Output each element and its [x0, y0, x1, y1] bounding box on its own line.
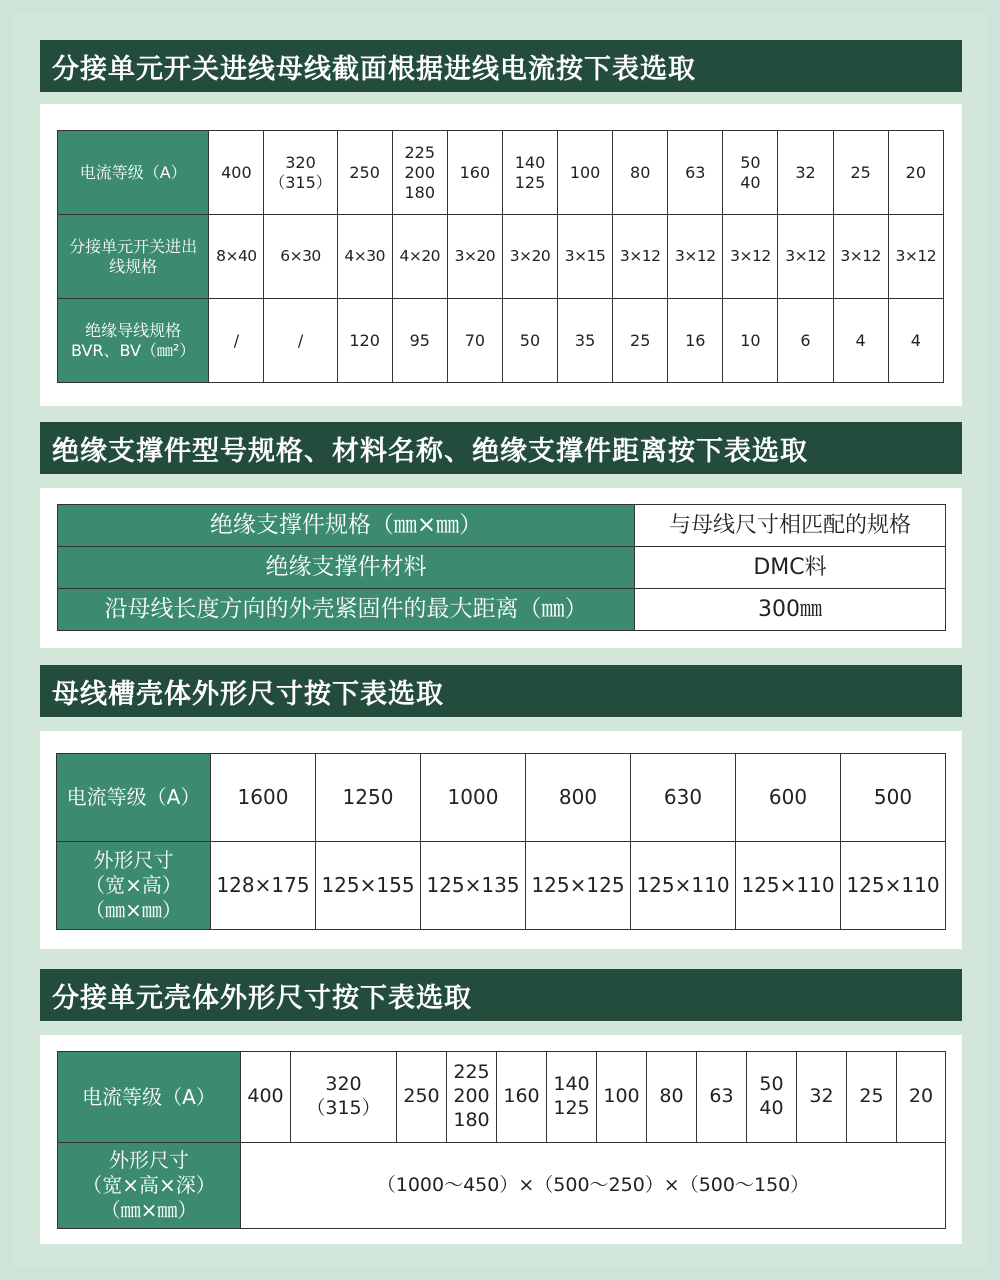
insulator-row: [58, 505, 946, 547]
dimension-cell: 125×110: [736, 842, 841, 930]
dimension-cell: 128×175: [211, 842, 316, 930]
dimension-label: 外形尺寸 （宽×高×深） （㎜×㎜）: [58, 1143, 241, 1229]
current-level-label: 电流等级（A）: [58, 1052, 241, 1143]
current-cell: 1250: [316, 754, 421, 842]
section1-panel: [40, 104, 962, 406]
wire-spec-cell: 70: [447, 299, 502, 383]
switch-spec-cell: 4×20: [392, 215, 447, 299]
current-cell: 1000: [421, 754, 526, 842]
switch-spec-cell: 3×15: [558, 215, 613, 299]
current-cell: 250: [397, 1052, 447, 1143]
switch-spec-cell: 6×30: [264, 215, 337, 299]
section2-panel: [40, 488, 962, 648]
current-row: [58, 1052, 946, 1143]
current-cell: 160: [497, 1052, 547, 1143]
insulator-row: [58, 589, 946, 631]
current-cell: 500: [841, 754, 946, 842]
current-cell: 250: [337, 131, 392, 215]
tap-unit-housing-table: [57, 1051, 946, 1229]
current-row: [58, 131, 944, 215]
switch-spec-cell: 3×20: [447, 215, 502, 299]
current-cell: 63: [697, 1052, 747, 1143]
current-cell: 225 200 180: [392, 131, 447, 215]
fastener-distance-value: 300㎜: [635, 589, 946, 631]
current-cell: 320 （315）: [264, 131, 337, 215]
wire-spec-cell: /: [209, 299, 264, 383]
current-cell: 140 125: [547, 1052, 597, 1143]
wire-spec-cell: 95: [392, 299, 447, 383]
switch-spec-cell: 3×12: [613, 215, 668, 299]
busway-housing-table: [56, 753, 946, 930]
section4-title: 分接单元壳体外形尺寸按下表选取: [40, 969, 962, 1021]
current-cell: 320 （315）: [291, 1052, 397, 1143]
wire-spec-row: [58, 299, 944, 383]
switch-spec-cell: 3×12: [778, 215, 833, 299]
current-cell: 160: [447, 131, 502, 215]
current-cell: 50 40: [723, 131, 778, 215]
wire-spec-cell: 6: [778, 299, 833, 383]
dimension-cell: 125×125: [526, 842, 631, 930]
dimension-cell: 125×155: [316, 842, 421, 930]
current-row: [57, 754, 946, 842]
insulator-material-value: DMC料: [635, 547, 946, 589]
current-level-label: 电流等级（A）: [58, 131, 209, 215]
switch-spec-cell: 3×12: [668, 215, 723, 299]
wire-spec-cell: 16: [668, 299, 723, 383]
switch-spec-label: 分接单元开关进出线规格: [58, 215, 209, 299]
section4-panel: [40, 1035, 962, 1244]
dimension-cell: 125×110: [841, 842, 946, 930]
current-cell: 140 125: [502, 131, 557, 215]
wire-spec-cell: 35: [558, 299, 613, 383]
switch-spec-cell: 3×12: [888, 215, 943, 299]
current-cell: 400: [209, 131, 264, 215]
wire-spec-cell: 120: [337, 299, 392, 383]
busbar-spec-table: [57, 130, 944, 383]
insulator-material-label: 绝缘支撑件材料: [58, 547, 635, 589]
switch-spec-cell: 3×12: [723, 215, 778, 299]
current-cell: 80: [613, 131, 668, 215]
current-cell: 100: [597, 1052, 647, 1143]
current-cell: 50 40: [747, 1052, 797, 1143]
current-cell: 20: [897, 1052, 946, 1143]
current-cell: 25: [833, 131, 888, 215]
current-level-label: 电流等级（A）: [57, 754, 211, 842]
current-cell: 600: [736, 754, 841, 842]
dimension-row: [58, 1143, 946, 1229]
dimension-row: [57, 842, 946, 930]
section3-panel: [40, 731, 962, 949]
switch-spec-cell: 8×40: [209, 215, 264, 299]
wire-spec-cell: /: [264, 299, 337, 383]
insulator-spec-value: 与母线尺寸相匹配的规格: [635, 505, 946, 547]
dimension-label: 外形尺寸 （宽×高） （㎜×㎜）: [57, 842, 211, 930]
current-cell: 800: [526, 754, 631, 842]
wire-spec-cell: 50: [502, 299, 557, 383]
switch-spec-row: [58, 215, 944, 299]
wire-spec-cell: 4: [833, 299, 888, 383]
current-cell: 630: [631, 754, 736, 842]
section1-title: 分接单元开关进线母线截面根据进线电流按下表选取: [40, 40, 962, 92]
dimension-cell: 125×110: [631, 842, 736, 930]
switch-spec-cell: 3×12: [833, 215, 888, 299]
current-cell: 400: [241, 1052, 291, 1143]
current-cell: 63: [668, 131, 723, 215]
current-cell: 25: [847, 1052, 897, 1143]
section2-title: 绝缘支撑件型号规格、材料名称、绝缘支撑件距离按下表选取: [40, 422, 962, 474]
insulator-row: [58, 547, 946, 589]
dimension-cell: 125×135: [421, 842, 526, 930]
wire-spec-cell: 4: [888, 299, 943, 383]
current-cell: 32: [797, 1052, 847, 1143]
current-cell: 80: [647, 1052, 697, 1143]
current-cell: 20: [888, 131, 943, 215]
current-cell: 32: [778, 131, 833, 215]
dimension-cell: （1000～450）×（500～250）×（500～150）: [241, 1143, 946, 1229]
current-cell: 1600: [211, 754, 316, 842]
insulator-spec-label: 绝缘支撑件规格（㎜×㎜）: [58, 505, 635, 547]
wire-spec-cell: 25: [613, 299, 668, 383]
insulator-spec-table: [57, 504, 946, 631]
current-cell: 225 200 180: [447, 1052, 497, 1143]
fastener-distance-label: 沿母线长度方向的外壳紧固件的最大距离（㎜）: [58, 589, 635, 631]
section3-title: 母线槽壳体外形尺寸按下表选取: [40, 665, 962, 717]
switch-spec-cell: 4×30: [337, 215, 392, 299]
switch-spec-cell: 3×20: [502, 215, 557, 299]
current-cell: 100: [558, 131, 613, 215]
wire-spec-cell: 10: [723, 299, 778, 383]
wire-spec-label: 绝缘导线规格 BVR、BV（㎜²）: [58, 299, 209, 383]
